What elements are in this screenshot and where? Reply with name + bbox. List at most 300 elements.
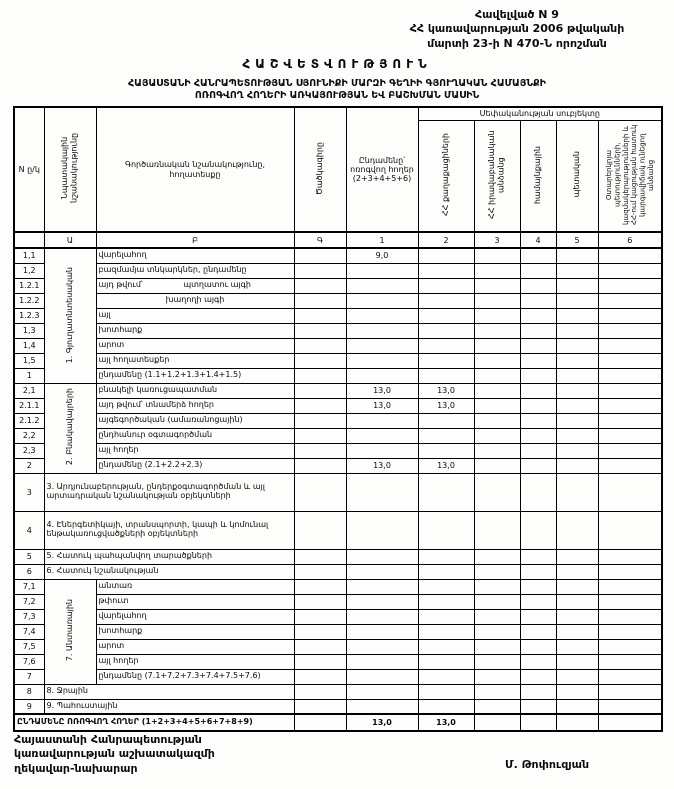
value-cell [520, 428, 556, 443]
value-cell: 13,0 [346, 383, 418, 398]
row-num-cell: 5 [14, 549, 44, 564]
value-cell [474, 368, 520, 383]
row-label-cell: 4. Էներգետիկայի, տրանսպորտի, կապի և կոմունալ ենթակառուցվածքների օբյեկտների [44, 511, 294, 549]
value-cell [556, 428, 598, 443]
value-cell [346, 684, 418, 699]
value-cell [418, 549, 474, 564]
row-num-cell: 1,3 [14, 323, 44, 338]
value-cell [346, 293, 418, 308]
value-cell [520, 549, 556, 564]
value-cell [294, 278, 346, 293]
value-cell [520, 579, 556, 594]
value-cell [418, 669, 474, 684]
main-table [13, 106, 663, 732]
value-cell [598, 428, 662, 443]
value-cell [520, 383, 556, 398]
signatory-name: Մ. Թոփուզյան [505, 758, 590, 771]
value-cell [598, 609, 662, 624]
value-cell [294, 549, 346, 564]
value-cell [294, 443, 346, 458]
value-cell [418, 353, 474, 368]
value-cell [418, 308, 474, 323]
index-cell: 2 [418, 232, 474, 248]
table-row [14, 473, 662, 511]
value-cell [418, 624, 474, 639]
value-cell [418, 428, 474, 443]
value-cell [346, 473, 418, 511]
value-cell [556, 293, 598, 308]
row-num-cell: 7,5 [14, 639, 44, 654]
col-header-purpose-label: Նպատակային նշանակությունը [60, 133, 79, 204]
value-cell [556, 353, 598, 368]
table-row [14, 248, 662, 263]
value-cell [520, 654, 556, 669]
signatory-line-1: Հայաստանի Հանրապետության [14, 733, 202, 746]
value-cell [474, 699, 520, 714]
value-cell [520, 263, 556, 278]
value-cell [474, 308, 520, 323]
table-row [14, 549, 662, 564]
appendix-line-2: ՀՀ կառավարության 2006 թվականի [409, 22, 625, 36]
value-cell [556, 263, 598, 278]
value-cell [556, 473, 598, 511]
value-cell [294, 293, 346, 308]
col-header-state [556, 120, 598, 232]
value-cell [598, 639, 662, 654]
index-cell: Բ [96, 232, 294, 248]
value-cell [346, 413, 418, 428]
row-label-cell: արոտ [96, 338, 294, 353]
value-cell [474, 263, 520, 278]
table-row [14, 609, 662, 624]
value-cell [418, 278, 474, 293]
appendix-block [372, 8, 662, 51]
value-cell [556, 443, 598, 458]
value-cell [598, 654, 662, 669]
row-num-cell: 1 [14, 368, 44, 383]
value-cell [294, 458, 346, 473]
value-cell [418, 684, 474, 699]
index-cell: 1 [346, 232, 418, 248]
row-label-cell: բազմամյա տնկարկներ, ընդամենը [96, 263, 294, 278]
value-cell [474, 639, 520, 654]
value-cell [598, 413, 662, 428]
row-num-cell: 6 [14, 564, 44, 579]
index-cell [14, 232, 44, 248]
col-header-purpose [44, 107, 96, 232]
value-cell [556, 458, 598, 473]
value-cell [598, 714, 662, 731]
value-cell: 9,0 [346, 248, 418, 263]
value-cell [474, 609, 520, 624]
col-header-legal-entities [474, 120, 520, 232]
table-row [14, 458, 662, 473]
row-num-cell: 2,2 [14, 428, 44, 443]
value-cell [474, 654, 520, 669]
value-cell [346, 639, 418, 654]
value-cell [556, 413, 598, 428]
index-row [14, 232, 662, 248]
value-cell [294, 654, 346, 669]
table-row [14, 511, 662, 549]
appendix-line-3: մարտի 23-ի N 470-Ն որոշման [427, 36, 607, 50]
value-cell [294, 699, 346, 714]
value-cell [474, 413, 520, 428]
value-cell [556, 511, 598, 549]
row-label-cell: անտառ [96, 579, 294, 594]
value-cell [346, 594, 418, 609]
value-cell [346, 549, 418, 564]
value-cell [418, 263, 474, 278]
ownership-group-header: Սեփականության սուբյեկտը [418, 107, 662, 120]
value-cell [294, 594, 346, 609]
row-num-cell: 1,2 [14, 263, 44, 278]
row-label-cell: այլ [96, 308, 294, 323]
col-header-state-label: պետական [572, 151, 582, 198]
value-cell [598, 263, 662, 278]
row-num-cell: 7 [14, 669, 44, 684]
value-cell [418, 579, 474, 594]
report-subtitle-line-2: ՈՌՈԳՎՈՂ ՀՈՂԵՐԻ ԱՌԿԱՅՈՒԹՅԱՆ ԵՎ ԲԱՇԽՄԱՆ ՄԱՍԻՆ [194, 89, 480, 101]
row-num-cell: 7,6 [14, 654, 44, 669]
col-header-citizens [418, 120, 474, 232]
value-cell [294, 413, 346, 428]
index-cell: 4 [520, 232, 556, 248]
report-subtitle-line-1: ՀԱՅԱՍՏԱՆԻ ՀԱՆՐԱՊԵՏՈՒԹՅԱՆ ՍՅՈՒՆԻՔԻ ՄԱՐԶԻ ԳԵՂԻԻ ԳՅՈՒՂԱԿԱՆ ՀԱՄԱՅՆՔԻ [128, 78, 546, 89]
table-row [14, 428, 662, 443]
row-label-cell [96, 293, 294, 308]
value-cell [346, 669, 418, 684]
col-header-code [294, 107, 346, 232]
value-cell [556, 338, 598, 353]
value-cell [346, 579, 418, 594]
table-row [14, 564, 662, 579]
value-cell [598, 473, 662, 511]
row-label-cell: 6. Հատուկ նշանակության [44, 564, 294, 579]
value-cell [294, 669, 346, 684]
value-cell [418, 368, 474, 383]
value-cell [294, 263, 346, 278]
value-cell [474, 293, 520, 308]
table-row [14, 413, 662, 428]
value-cell [418, 248, 474, 263]
row-label-cell: 8. Ջրային [44, 684, 294, 699]
row-label-cell: արոտ [96, 639, 294, 654]
value-cell [346, 511, 418, 549]
table-row [14, 594, 662, 609]
value-cell [598, 248, 662, 263]
table-row [14, 443, 662, 458]
value-cell [418, 338, 474, 353]
row-label-cell: ընդհանուր օգտագործման [96, 428, 294, 443]
value-cell [598, 624, 662, 639]
value-cell [418, 699, 474, 714]
value-cell [418, 413, 474, 428]
value-cell [474, 443, 520, 458]
section-label-cell [44, 579, 96, 684]
value-cell [520, 308, 556, 323]
table-row [14, 338, 662, 353]
row-num-cell: 3 [14, 473, 44, 511]
value-cell [418, 564, 474, 579]
row-num-cell: 1.2.2 [14, 293, 44, 308]
section-label-cell [44, 248, 96, 383]
value-cell [556, 594, 598, 609]
value-cell [598, 323, 662, 338]
value-cell [346, 278, 418, 293]
index-cell: 3 [474, 232, 520, 248]
row-label-cell: խոտհարք [96, 323, 294, 338]
col-header-community [520, 120, 556, 232]
row-label-cell: այլ հողեր [96, 654, 294, 669]
value-cell [598, 564, 662, 579]
col-header-foreign-label: Օտարերկրյա պետությունների, կազմակերպությունների և ՀՀ-ում կացության հատուկ կարգավիճակ ունեցող անձանց [604, 124, 655, 225]
value-cell [294, 323, 346, 338]
table-row [14, 263, 662, 278]
col-header-functional: Գործառնական նշանակությունը, հողատեսքը [96, 107, 294, 232]
value-cell [294, 714, 346, 731]
row-label-cell: վարելահող [96, 609, 294, 624]
row-num-cell: 2,1 [14, 383, 44, 398]
row-num-cell: 2,3 [14, 443, 44, 458]
value-cell [598, 699, 662, 714]
value-cell [520, 248, 556, 263]
row-label-cell: բնակելի կառուցապատման [96, 383, 294, 398]
value-cell [474, 511, 520, 549]
value-cell [556, 699, 598, 714]
table-row [14, 654, 662, 669]
value-cell [346, 353, 418, 368]
index-cell: Ա [44, 232, 96, 248]
value-cell [520, 413, 556, 428]
value-cell [474, 338, 520, 353]
row-label-cell [96, 278, 294, 293]
value-cell [556, 398, 598, 413]
index-cell: 6 [598, 232, 662, 248]
col-header-community-label: համայնքային [533, 145, 543, 204]
value-cell [556, 368, 598, 383]
value-cell [294, 609, 346, 624]
value-cell [520, 458, 556, 473]
value-cell [418, 654, 474, 669]
table-row [14, 624, 662, 639]
section-label: 2. Բնակավայրերի [65, 388, 75, 466]
col-header-legal-entities-label: ՀՀ իրավաբանական անձանց [487, 130, 506, 219]
value-cell [346, 323, 418, 338]
col-header-num: N ը/կ [14, 107, 44, 232]
value-cell [520, 609, 556, 624]
value-cell [598, 278, 662, 293]
row-num-cell: 9 [14, 699, 44, 714]
value-cell [520, 323, 556, 338]
row-num-cell: 1,4 [14, 338, 44, 353]
row-num-cell: 7,2 [14, 594, 44, 609]
index-cell: Գ [294, 232, 346, 248]
value-cell: 13,0 [418, 714, 474, 731]
value-cell [418, 594, 474, 609]
value-cell [474, 714, 520, 731]
value-cell [294, 639, 346, 654]
value-cell [598, 293, 662, 308]
value-cell [598, 338, 662, 353]
table-row [14, 293, 662, 308]
value-cell [474, 624, 520, 639]
value-cell [556, 654, 598, 669]
value-cell: 13,0 [418, 398, 474, 413]
index-cell: 5 [556, 232, 598, 248]
value-cell [598, 443, 662, 458]
value-cell [418, 473, 474, 511]
signatory-title-block [14, 733, 215, 776]
value-cell: 13,0 [418, 458, 474, 473]
value-cell [294, 398, 346, 413]
value-cell [294, 368, 346, 383]
table-row [14, 368, 662, 383]
value-cell [556, 323, 598, 338]
value-cell [474, 564, 520, 579]
value-cell [474, 353, 520, 368]
value-cell [556, 549, 598, 564]
value-cell [520, 594, 556, 609]
row-sublabel: խաղողի այգի [165, 295, 225, 305]
signatory-line-2: կառավարության աշխատակազմի [14, 747, 215, 761]
report-title: ՀԱՇՎԵՏՎՈՒԹՅՈՒՆ [242, 57, 432, 71]
row-num-cell: 7,3 [14, 609, 44, 624]
row-label-cell: 9. Պահուստային [44, 699, 294, 714]
value-cell [346, 308, 418, 323]
value-cell [556, 714, 598, 731]
value-cell [556, 684, 598, 699]
table-row [14, 278, 662, 293]
table-row [14, 353, 662, 368]
value-cell [520, 443, 556, 458]
row-num-cell: 1.2.3 [14, 308, 44, 323]
value-cell [520, 293, 556, 308]
row-label-cell: խոտհարք [96, 624, 294, 639]
header-group-row [14, 107, 662, 120]
value-cell [418, 609, 474, 624]
row-num-cell: 4 [14, 511, 44, 549]
table-row [14, 308, 662, 323]
value-cell [294, 338, 346, 353]
value-cell [418, 323, 474, 338]
value-cell [598, 353, 662, 368]
value-cell [556, 383, 598, 398]
table-row [14, 398, 662, 413]
value-cell [294, 353, 346, 368]
value-cell [598, 669, 662, 684]
value-cell [418, 639, 474, 654]
row-label-cell: ընդամենը (2.1+2.2+2.3) [96, 458, 294, 473]
value-cell [474, 248, 520, 263]
value-cell [598, 383, 662, 398]
appendix-line-1: Հավելված N 9 [475, 8, 559, 21]
signatory-line-3: ղեկավար-նախարար [14, 761, 138, 775]
value-cell [346, 654, 418, 669]
row-num-cell: 1,1 [14, 248, 44, 263]
value-cell [474, 323, 520, 338]
value-cell [346, 368, 418, 383]
row-num-cell: 2.1.1 [14, 398, 44, 413]
value-cell [598, 549, 662, 564]
value-cell [346, 699, 418, 714]
value-cell [346, 564, 418, 579]
value-cell [474, 579, 520, 594]
value-cell [520, 278, 556, 293]
value-cell [556, 278, 598, 293]
row-num-cell: 7,4 [14, 624, 44, 639]
row-sublabel: պտղատու այգի [183, 280, 251, 290]
value-cell [346, 338, 418, 353]
value-cell [474, 473, 520, 511]
value-cell [520, 699, 556, 714]
value-cell [520, 473, 556, 511]
row-label-cell: այդ թվում՝ տնամերձ հողեր [96, 398, 294, 413]
value-cell [556, 639, 598, 654]
value-cell [474, 594, 520, 609]
value-cell [520, 353, 556, 368]
value-cell [520, 624, 556, 639]
value-cell [520, 398, 556, 413]
row-num-cell: 2 [14, 458, 44, 473]
value-cell [294, 624, 346, 639]
row-num-cell: 7,1 [14, 579, 44, 594]
value-cell [474, 383, 520, 398]
row-num-cell: 2.1.2 [14, 413, 44, 428]
value-cell [346, 263, 418, 278]
row-num-cell: 8 [14, 684, 44, 699]
section-label: 1. Գյուղատնտեսական [65, 266, 75, 363]
table-row [14, 383, 662, 398]
row-label-cell: այգեգործական (ամառանոցային) [96, 413, 294, 428]
table-row [14, 669, 662, 684]
row-label-cell: 3. Արդյունաբերության, ընդերքօգտագործման և այլ արտադրական նշանակության օբյեկտների [44, 473, 294, 511]
value-cell [294, 473, 346, 511]
value-cell [556, 669, 598, 684]
value-cell [418, 443, 474, 458]
row-label-cell: ընդամենը (1.1+1.2+1.3+1.4+1.5) [96, 368, 294, 383]
value-cell [346, 443, 418, 458]
value-cell [520, 684, 556, 699]
grand-total-label-cell: ԸՆԴԱՄԵՆԸ ՈՌՈԳՎՈՂ ՀՈՂԵՐ (1+2+3+4+5+6+7+8+9) [14, 714, 294, 731]
value-cell [294, 248, 346, 263]
row-num-cell: 1.2.1 [14, 278, 44, 293]
value-cell [598, 579, 662, 594]
value-cell [346, 609, 418, 624]
value-cell [346, 428, 418, 443]
row-label-cell: ընդամենը (7.1+7.2+7.3+7.4+7.5+7.6) [96, 669, 294, 684]
row-label-cell: թփուտ [96, 594, 294, 609]
value-cell [294, 383, 346, 398]
value-cell [598, 594, 662, 609]
table-row [14, 323, 662, 338]
value-cell [294, 684, 346, 699]
value-cell [294, 428, 346, 443]
value-cell [294, 564, 346, 579]
value-cell [556, 609, 598, 624]
value-cell [598, 308, 662, 323]
row-label-cell: այլ հողատեսքեր [96, 353, 294, 368]
table-wrapper [13, 106, 663, 732]
value-cell [294, 511, 346, 549]
value-cell [556, 579, 598, 594]
value-cell [294, 579, 346, 594]
value-cell [474, 549, 520, 564]
value-cell [520, 511, 556, 549]
value-cell [474, 458, 520, 473]
value-cell [598, 368, 662, 383]
value-cell [346, 624, 418, 639]
